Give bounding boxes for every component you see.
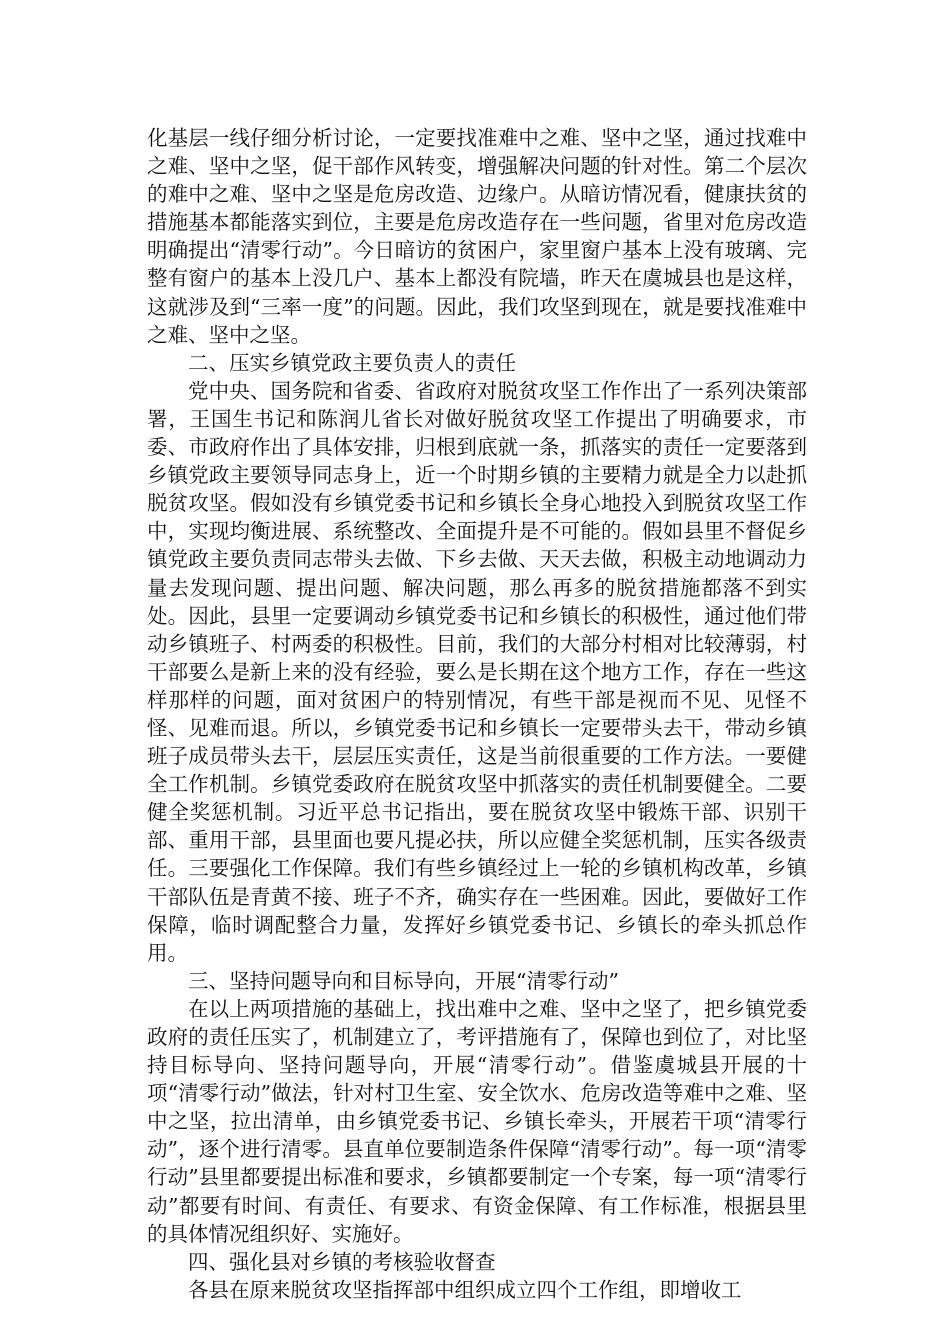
section-heading-3: 三、坚持问题导向和目标导向，开展“清零行动” — [188, 968, 619, 993]
paragraph-section-2: 党中央、国务院和省委、省政府对脱贫攻坚工作作出了一系列决策部署，王国生书记和陈润儿省长对做好脱贫攻坚工作提出了明确要求，市委、市政府作出了具体安排，归根到底就一条，抓落实的责任一定要落到乡镇党政主要领导同志身上，近一个时期乡镇的主要精力就是全力以赴抓脱贫攻坚。假如没有乡镇党委书记和乡镇长全身心地投入到脱贫攻坚工作中，实现均衡进展、系统整改、全面提升是不可能的。假如县里不督促乡镇党政主要负责同志带头去做、下乡去做、天天去做，积极主动地调动力量去发现问题、提出问题、解决问题，那么再多的脱贫措施都落不到实处。因此，县里一定要调动乡镇党委书记和乡镇长的积极性，通过他们带动乡镇班子、村两委的积极性。目前，我们的大部分村相对比较薄弱，村干部要么是新上来的没有经验，要么是长期在这个地方工作，存在一些这样那样的问题，面对贫困户的特别情况，有些干部是视而不见、见怪不怪、见难而退。所以，乡镇党委书记和乡镇长一定要带头去干，带动乡镇班子成员带头去干，层层压实责任，这是当前很重要的工作方法。一要健全工作机制。乡镇党委政府在脱贫攻坚中抓落实的责任机制要健全。二要健全奖惩机制。习近平总书记指出，要在脱贫攻坚中锻炼干部、识别干部、重用干部，县里面也要凡提必扶，所以应健全奖惩机制，压实各级责任。三要强化工作保障。我们有些乡镇经过上一轮的乡镇机构改革，乡镇干部队伍是青黄不接、班子不齐，确实存在一些困难。因此，要做好工作保障，临时调配整合力量，发挥好乡镇党委书记、乡镇长的牵头抓总作用。 — [147, 378, 807, 965]
section-heading-2: 二、压实乡镇党政主要负责人的责任 — [188, 350, 516, 375]
document-page — [147, 124, 807, 1304]
paragraph-section-4: 各县在原来脱贫攻坚指挥部中组织成立四个工作组，即增收工 — [188, 1277, 742, 1302]
paragraph-continued: 化基层一线仔细分析讨论，一定要找准难中之难、坚中之坚，通过找难中之难、坚中之坚，促干部作风转变，增强解决问题的针对性。第二个层次的难中之难、坚中之坚是危房改造、边缘户。从暗访情况看，健康扶贫的措施基本都能落实到位，主要是危房改造存在一些问题，省里对危房改造明确提出“清零行动”。今日暗访的贫困户，家里窗户基本上没有玻璃、完整有窗户的基本上没几户、基本上都没有院墙，昨天在虞城县也是这样，这就涉及到“三率一度”的问题。因此，我们攻坚到现在，就是要找准难中之难、坚中之坚。 — [147, 126, 807, 347]
paragraph-section-3: 在以上两项措施的基础上，找出难中之难、坚中之坚了，把乡镇党委政府的责任压实了，机制建立了，考评措施有了，保障也到位了，对比坚持目标导向、坚持问题导向，开展“清零行动”。借鉴虞城县开展的十项“清零行动”做法，针对村卫生室、安全饮水、危房改造等难中之难、坚中之坚，拉出清单，由乡镇党委书记、乡镇长牵头，开展若干项“清零行动”，逐个进行清零。县直单位要制造条件保障“清零行动”。每一项“清零行动”县里都要提出标准和要求，乡镇都要制定一个专案，每一项“清零行动”都要有时间、有责任、有要求、有资金保障、有工作标准，根据县里的具体情况组织好、实施好。 — [147, 996, 807, 1246]
section-heading-4: 四、强化县对乡镇的考核验收督查 — [188, 1249, 496, 1274]
